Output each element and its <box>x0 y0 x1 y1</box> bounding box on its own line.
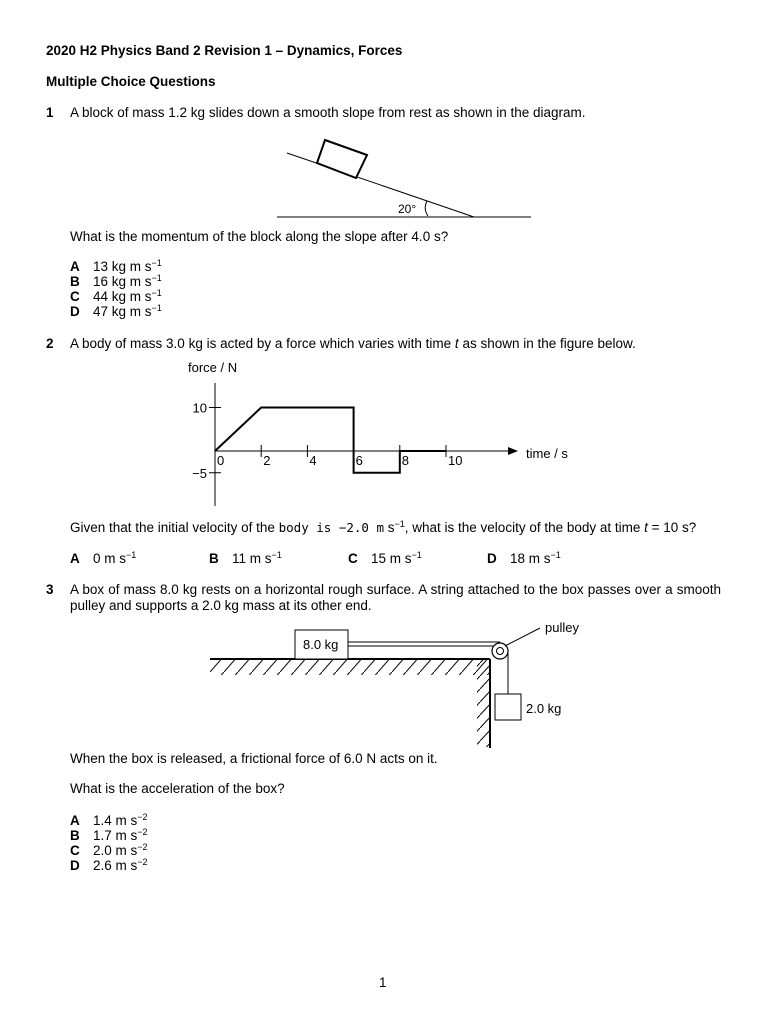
q1-option-letter: A <box>70 259 80 274</box>
q3-option-letter: C <box>70 843 80 858</box>
q3-option-exp: −2 <box>137 842 148 852</box>
q3-option-exp: −2 <box>137 857 148 867</box>
q1-number: 1 <box>46 105 54 120</box>
q2-text-pre: A body of mass 3.0 kg is acted by a force which varies with time <box>70 336 455 351</box>
q2-option-exp: −1 <box>411 550 422 560</box>
q2-q-post: = 10 s? <box>647 520 697 535</box>
q3-hanging-mass <box>495 694 521 720</box>
q2-option-exp: −1 <box>126 550 137 560</box>
x-tick-label: 8 <box>401 453 410 468</box>
x-axis-label: time / s <box>526 446 568 461</box>
q3-option-exp: −2 <box>137 812 148 822</box>
q3-question: What is the acceleration of the box? <box>70 781 285 796</box>
x-tick-label: 2 <box>263 453 271 468</box>
q3-text: A box of mass 8.0 kg rests on a horizontal rough surface. A string attached to the box passes over a smooth pulley and supports a 2.0 kg mass at its other end. <box>70 582 721 613</box>
q3-surface-hatch <box>210 659 490 675</box>
document-title: 2020 H2 Physics Band 2 Revision 1 – Dynamics, Forces <box>46 43 403 58</box>
y-axis-label: force / N <box>188 360 238 375</box>
page-number: 1 <box>379 975 387 990</box>
q1-option-value: 16 kg m s <box>93 274 152 289</box>
q2-option-exp: −1 <box>550 550 561 560</box>
q3-statement: When the box is released, a frictional force of 6.0 N acts on it. <box>70 751 438 766</box>
q3-pulley-label: pulley <box>545 620 579 635</box>
q2-option-exp: −1 <box>271 550 282 560</box>
q1-text: A block of mass 1.2 kg slides down a smooth slope from rest as shown in the diagram. <box>70 105 586 120</box>
y-tick-label: 10 <box>192 400 207 416</box>
q2-q-exp: −1 <box>394 519 405 529</box>
y-tick-label: −5 <box>192 465 207 481</box>
q1-option-value: 13 kg m s <box>93 259 152 274</box>
q3-number: 3 <box>46 582 54 597</box>
q3-option[interactable] <box>70 858 148 873</box>
q3-option-letter: B <box>70 828 80 843</box>
q3-wall-hatch <box>477 659 490 747</box>
q3-option[interactable] <box>70 813 148 828</box>
q2-option-value: 18 m s <box>510 551 551 566</box>
q1-angle-label: 20° <box>398 202 417 216</box>
q2-q-unit: s <box>383 520 395 535</box>
q1-option-exp: −1 <box>151 258 162 268</box>
section-heading: Multiple Choice Questions <box>46 74 216 89</box>
q1-option-letter: B <box>70 274 80 289</box>
q2-q-pre: Given that the initial velocity of the <box>70 520 279 535</box>
q1-option-value: 47 kg m s <box>93 304 152 319</box>
q1-option-letter: C <box>70 289 80 304</box>
q3-mass-label: 2.0 kg <box>526 701 562 716</box>
q1-option-exp: −1 <box>151 288 162 298</box>
q3-option-value: 2.0 m s <box>93 843 138 858</box>
q2-option-letter: D <box>487 551 497 566</box>
q1-option-exp: −1 <box>151 273 162 283</box>
q1-question: What is the momentum of the block along the slope after 4.0 s? <box>70 229 449 244</box>
q2-option-letter: B <box>209 551 219 566</box>
q2-q-mono: body is −2.0 m <box>278 520 384 535</box>
q3-option-letter: A <box>70 813 80 828</box>
x-tick-label: 0 <box>217 453 225 468</box>
q1-option-value: 44 kg m s <box>93 289 152 304</box>
q3-box-label: 8.0 kg <box>303 637 339 652</box>
q2-text-var: t <box>454 336 459 351</box>
q3-option[interactable] <box>70 843 148 858</box>
q2-q-var: t <box>644 520 648 535</box>
q2-text-post: as shown in the figure below. <box>458 336 636 351</box>
q3-option-value: 1.4 m s <box>93 813 138 828</box>
x-tick-label: 4 <box>309 453 317 468</box>
x-tick-label: 10 <box>448 453 463 468</box>
q2-q-mid: , what is the velocity of the body at time <box>404 520 645 535</box>
q3-option-value: 1.7 m s <box>93 828 138 843</box>
q1-option-letter: D <box>70 304 80 319</box>
q1-option-exp: −1 <box>151 303 162 313</box>
q3-option-value: 2.6 m s <box>93 858 138 873</box>
q3-option-letter: D <box>70 858 80 873</box>
q2-option-letter: A <box>70 551 80 566</box>
q3-option[interactable] <box>70 828 148 843</box>
q2-option-value: 11 m s <box>232 551 272 566</box>
q3-pulley-pointer <box>505 628 540 646</box>
x-tick-label: 6 <box>355 453 363 468</box>
q3-option-exp: −2 <box>137 827 148 837</box>
q2-option-value: 0 m s <box>93 551 127 566</box>
q2-option-letter: C <box>348 551 358 566</box>
q2-option-value: 15 m s <box>371 551 412 566</box>
q2-number: 2 <box>46 336 54 351</box>
